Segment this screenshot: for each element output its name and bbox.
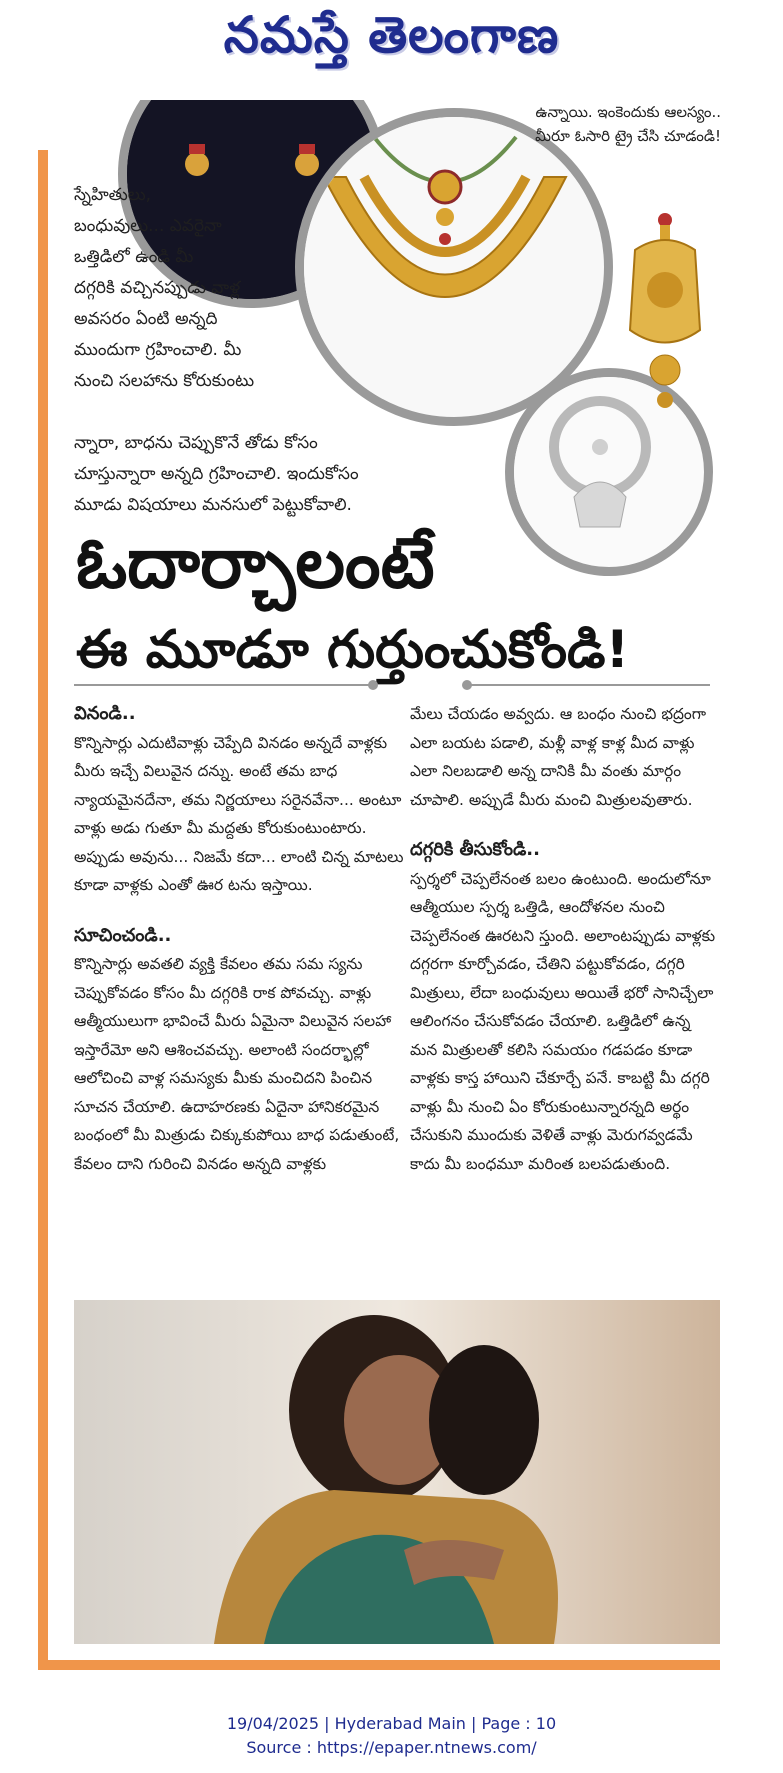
section-title-listen: వినండి.. xyxy=(74,703,136,724)
left-column xyxy=(74,700,404,1178)
hug-photo xyxy=(74,1300,720,1644)
right-column xyxy=(410,700,720,1178)
section-text-continued: మేలు చేయడం అవ్వదు. ఆ బంధం నుంచి భద్రంగా ఎలా బయట పడాలి, మళ్లీ వాళ్ల కాళ్ల మీద వాళ్లు ఎలా నిలబడాలి అన్న దానికి మీ వంతు మార్గం చూపాలి. అప్పుడే మీరు మంచి మిత్రులవుతారు. xyxy=(410,705,707,809)
intro-line: ఒత్తిడిలో ఉండి మీ xyxy=(74,247,194,267)
intro-paragraph xyxy=(74,180,454,397)
intro-line: అవసరం ఏంటి అన్నది xyxy=(74,309,218,329)
intro-line: చూస్తున్నారా అన్నది గ్రహించాలి. ఇందుకోసం xyxy=(74,464,359,484)
section-text-embrace: స్పర్శలో చెప్పలేనంత బలం ఉంటుంది. అందులోనూ ఆత్మీయుల స్పర్శ ఒత్తిడి, ఆందోళనల నుంచి చెప్పలేనంత ఊరటని స్తుంది. అలాంటప్పుడు వాళ్లకు దగ్గరగా కూర్చోవడం, చేతిని పట్టుకోవడం, దగ్గరి మిత్రులు, లేదా బంధువులు అయితే భరో సానిచ్చేలా ఆలింగనం చేసుకోవడం చేయాలి. ఒత్తిడిలో ఉన్న మన మిత్రులతో కలిసి సమయం గడపడం కూడా వాళ్లకు కాస్త హాయిని చేకూర్చే పనే. కాబట్టి మీ దగ్గరి వాళ్లు మీ నుంచి ఏం కోరుకుంటున్నారన్నది అర్థం చేసుకుని ముందుకు వెళితే వాళ్లు మెరుగవ్వడమే కాదు మీ బంధమూ మరింత బలపడుతుంది. xyxy=(410,869,716,1173)
pendant-image xyxy=(620,210,710,420)
intro-line: స్నేహితులు, xyxy=(74,185,152,205)
section-text-listen: కొన్నిసార్లు ఎదుటివాళ్లు చెప్పేది వినడం అన్నదే వాళ్లకు మీరు ఇచ్చే విలువైన దన్ను. అంటే తమ బాధ న్యాయమైనదేనా, తమ నిర్ణయాలు సరైనవేనా... అంటూ వాళ్లు అడు గుతూ మీ మద్దతు కోరుకుంటుంటారు. అప్పుడు అవును... నిజమే కదా... లాంటి చిన్న మాటలు కూడా వాళ్లకు ఎంతో ఊర టను ఇస్తాయి. xyxy=(74,733,404,894)
section-title-embrace: దగ్గరికి తీసుకోండి.. xyxy=(410,839,540,860)
divider-right xyxy=(470,684,710,686)
divider-left xyxy=(74,684,372,686)
newspaper-masthead: నమస్తే తెలంగాణ xyxy=(223,6,560,64)
section-text-suggest: కొన్నిసార్లు అవతలి వ్యక్తి కేవలం తమ సమ స్యను చెప్పుకోవడం కోసం మీ దగ్గరికి రాక పోవచ్చు. వాళ్లు ఆత్మీయులుగా భావించే మీరు ఏమైనా విలువైన సలహా ఇస్తారేమో అని ఆశించవచ్చు. అలాంటి సందర్భాల్లో ఆలోచించి వాళ్ల సమస్యకు మీకు మంచిదని పించిన సూచన చేయాలి. ఉదాహరణకు ఏదైనా హానికరమైన బంధంలో మీ మిత్రుడు చిక్కుకుపోయి బాధ పడుతుంటే, కేవలం దాని గురించి వినడం అన్నది వాళ్లకు xyxy=(74,955,400,1173)
headline-line-2: ఈ మూడూ గుర్తుంచుకోండి! xyxy=(76,620,630,680)
intro-paragraph-continued xyxy=(74,428,494,521)
previous-article-text: ఉన్నాయి. ఇంకెందుకు ఆలస్యం.. మీరూ ఓసారి ట్రై చేసి చూడండి! xyxy=(535,103,721,145)
article-frame-bottom xyxy=(38,1660,720,1670)
intro-line: నుంచి సలహాను కోరుకుంటు xyxy=(74,371,255,391)
intro-line: ముందుగా గ్రహించాలి. మీ xyxy=(74,340,242,360)
footer-source-link[interactable]: Source : https://epaper.ntnews.com/ xyxy=(246,1738,537,1757)
intro-line: బంధువులు... ఎవరైనా xyxy=(74,216,222,236)
footer-edition-info: 19/04/2025 | Hyderabad Main | Page : 10 xyxy=(226,1714,557,1733)
intro-line: మూడు విషయాలు మనసులో పెట్టుకోవాలి. xyxy=(74,495,352,515)
divider-dot xyxy=(368,680,378,690)
section-title-suggest: సూచించండి.. xyxy=(74,924,172,946)
headline-line-1: ఓదార్చాలంటే xyxy=(76,522,435,604)
intro-line: న్నారా, బాధను చెప్పుకొనే తోడు కోసం xyxy=(74,433,318,453)
hug-illustration xyxy=(74,1300,720,1644)
article-frame-left xyxy=(38,150,48,1670)
intro-line: దగ్గరికి వచ్చినప్పుడు వాళ్ల xyxy=(74,278,241,298)
